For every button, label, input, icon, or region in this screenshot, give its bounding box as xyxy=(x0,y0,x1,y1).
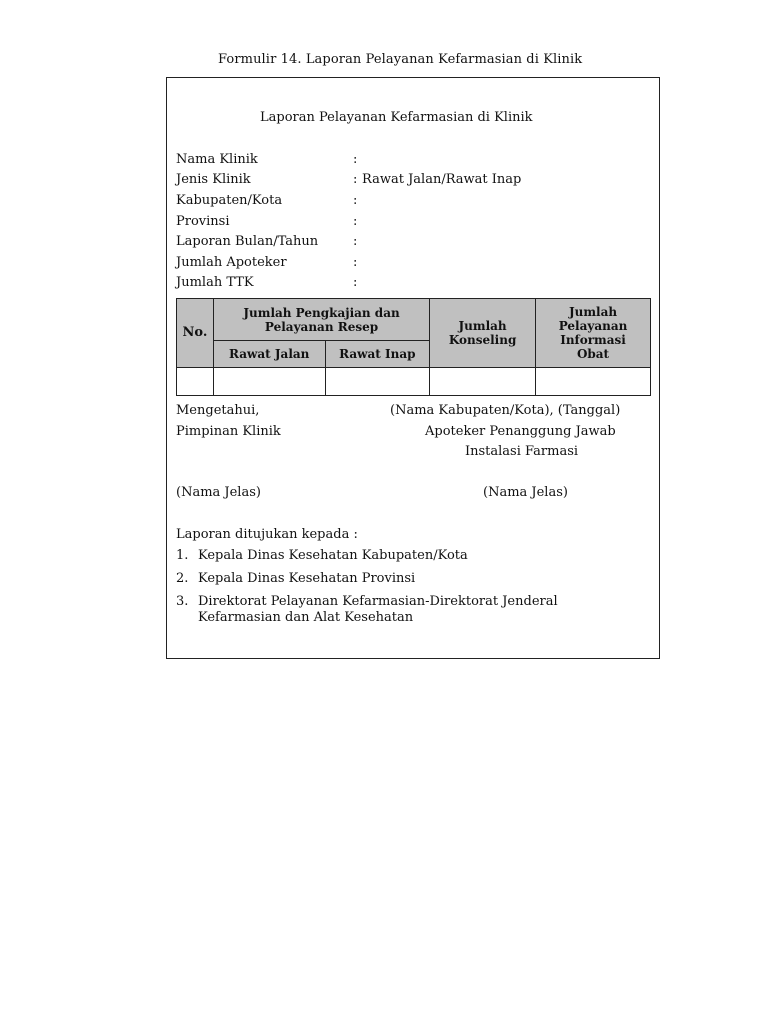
list-item-text: Kepala Dinas Kesehatan Kabupaten/Kota xyxy=(198,548,468,563)
table-cell-rawat-jalan[interactable] xyxy=(213,368,325,396)
recipients-list xyxy=(176,548,618,626)
list-item xyxy=(176,548,618,571)
list-item xyxy=(176,571,618,594)
field-label: Kabupaten/Kota xyxy=(176,193,283,208)
header-pengkajian-resep: Jumlah Pengkajian dan Pelayanan Resep xyxy=(213,299,429,341)
list-item-number: 1. xyxy=(176,548,189,563)
nama-jelas-left: (Nama Jelas) xyxy=(176,485,261,500)
table-cell-rawat-inap[interactable] xyxy=(325,368,430,396)
field-colon: : xyxy=(353,214,358,229)
list-item-text: Direktorat Pelayanan Kefarmasian-Direktorat Jenderal Kefarmasian dan Alat Kesehatan xyxy=(198,594,558,625)
pimpinan-klinik-label: Pimpinan Klinik xyxy=(176,424,281,439)
report-table xyxy=(176,298,651,396)
recipients-intro: Laporan ditujukan kepada : xyxy=(176,527,358,542)
list-item-text: Kepala Dinas Kesehatan Provinsi xyxy=(198,571,416,586)
table-cell-pio[interactable] xyxy=(536,368,651,396)
table-row xyxy=(177,368,651,396)
field-colon: : xyxy=(353,152,358,167)
field-label: Jumlah Apoteker xyxy=(176,255,287,270)
field-colon: : xyxy=(353,255,358,270)
field-colon: : xyxy=(353,193,358,208)
field-colon: : xyxy=(353,234,358,249)
form-title: Laporan Pelayanan Kefarmasian di Klinik xyxy=(260,110,533,125)
form-caption: Formulir 14. Laporan Pelayanan Kefarmasian di Klinik xyxy=(218,52,583,67)
field-colon: : xyxy=(353,172,358,187)
header-rawat-inap: Rawat Inap xyxy=(325,341,430,368)
instalasi-farmasi-label: Instalasi Farmasi xyxy=(465,444,579,459)
mengetahui-label: Mengetahui, xyxy=(176,403,260,418)
field-label: Laporan Bulan/Tahun xyxy=(176,234,319,249)
list-item-number: 3. xyxy=(176,594,189,609)
list-item-number: 2. xyxy=(176,571,189,586)
field-label: Jumlah TTK xyxy=(176,275,254,290)
field-label: Provinsi xyxy=(176,214,230,229)
header-konseling: Jumlah Konseling xyxy=(430,299,536,368)
field-colon: : xyxy=(353,275,358,290)
header-rawat-jalan: Rawat Jalan xyxy=(213,341,325,368)
field-value: Rawat Jalan/Rawat Inap xyxy=(362,172,522,187)
table-cell-no[interactable] xyxy=(177,368,214,396)
nama-jelas-right: (Nama Jelas) xyxy=(483,485,568,500)
field-label: Jenis Klinik xyxy=(176,172,251,187)
apoteker-pj-label: Apoteker Penanggung Jawab xyxy=(425,424,616,439)
place-date-label: (Nama Kabupaten/Kota), (Tanggal) xyxy=(390,403,621,418)
header-pelayanan-informasi-obat: Jumlah Pelayanan Informasi Obat xyxy=(536,299,651,368)
field-label: Nama Klinik xyxy=(176,152,258,167)
header-no: No. xyxy=(177,299,214,368)
list-item xyxy=(176,594,618,626)
table-cell-konseling[interactable] xyxy=(430,368,536,396)
